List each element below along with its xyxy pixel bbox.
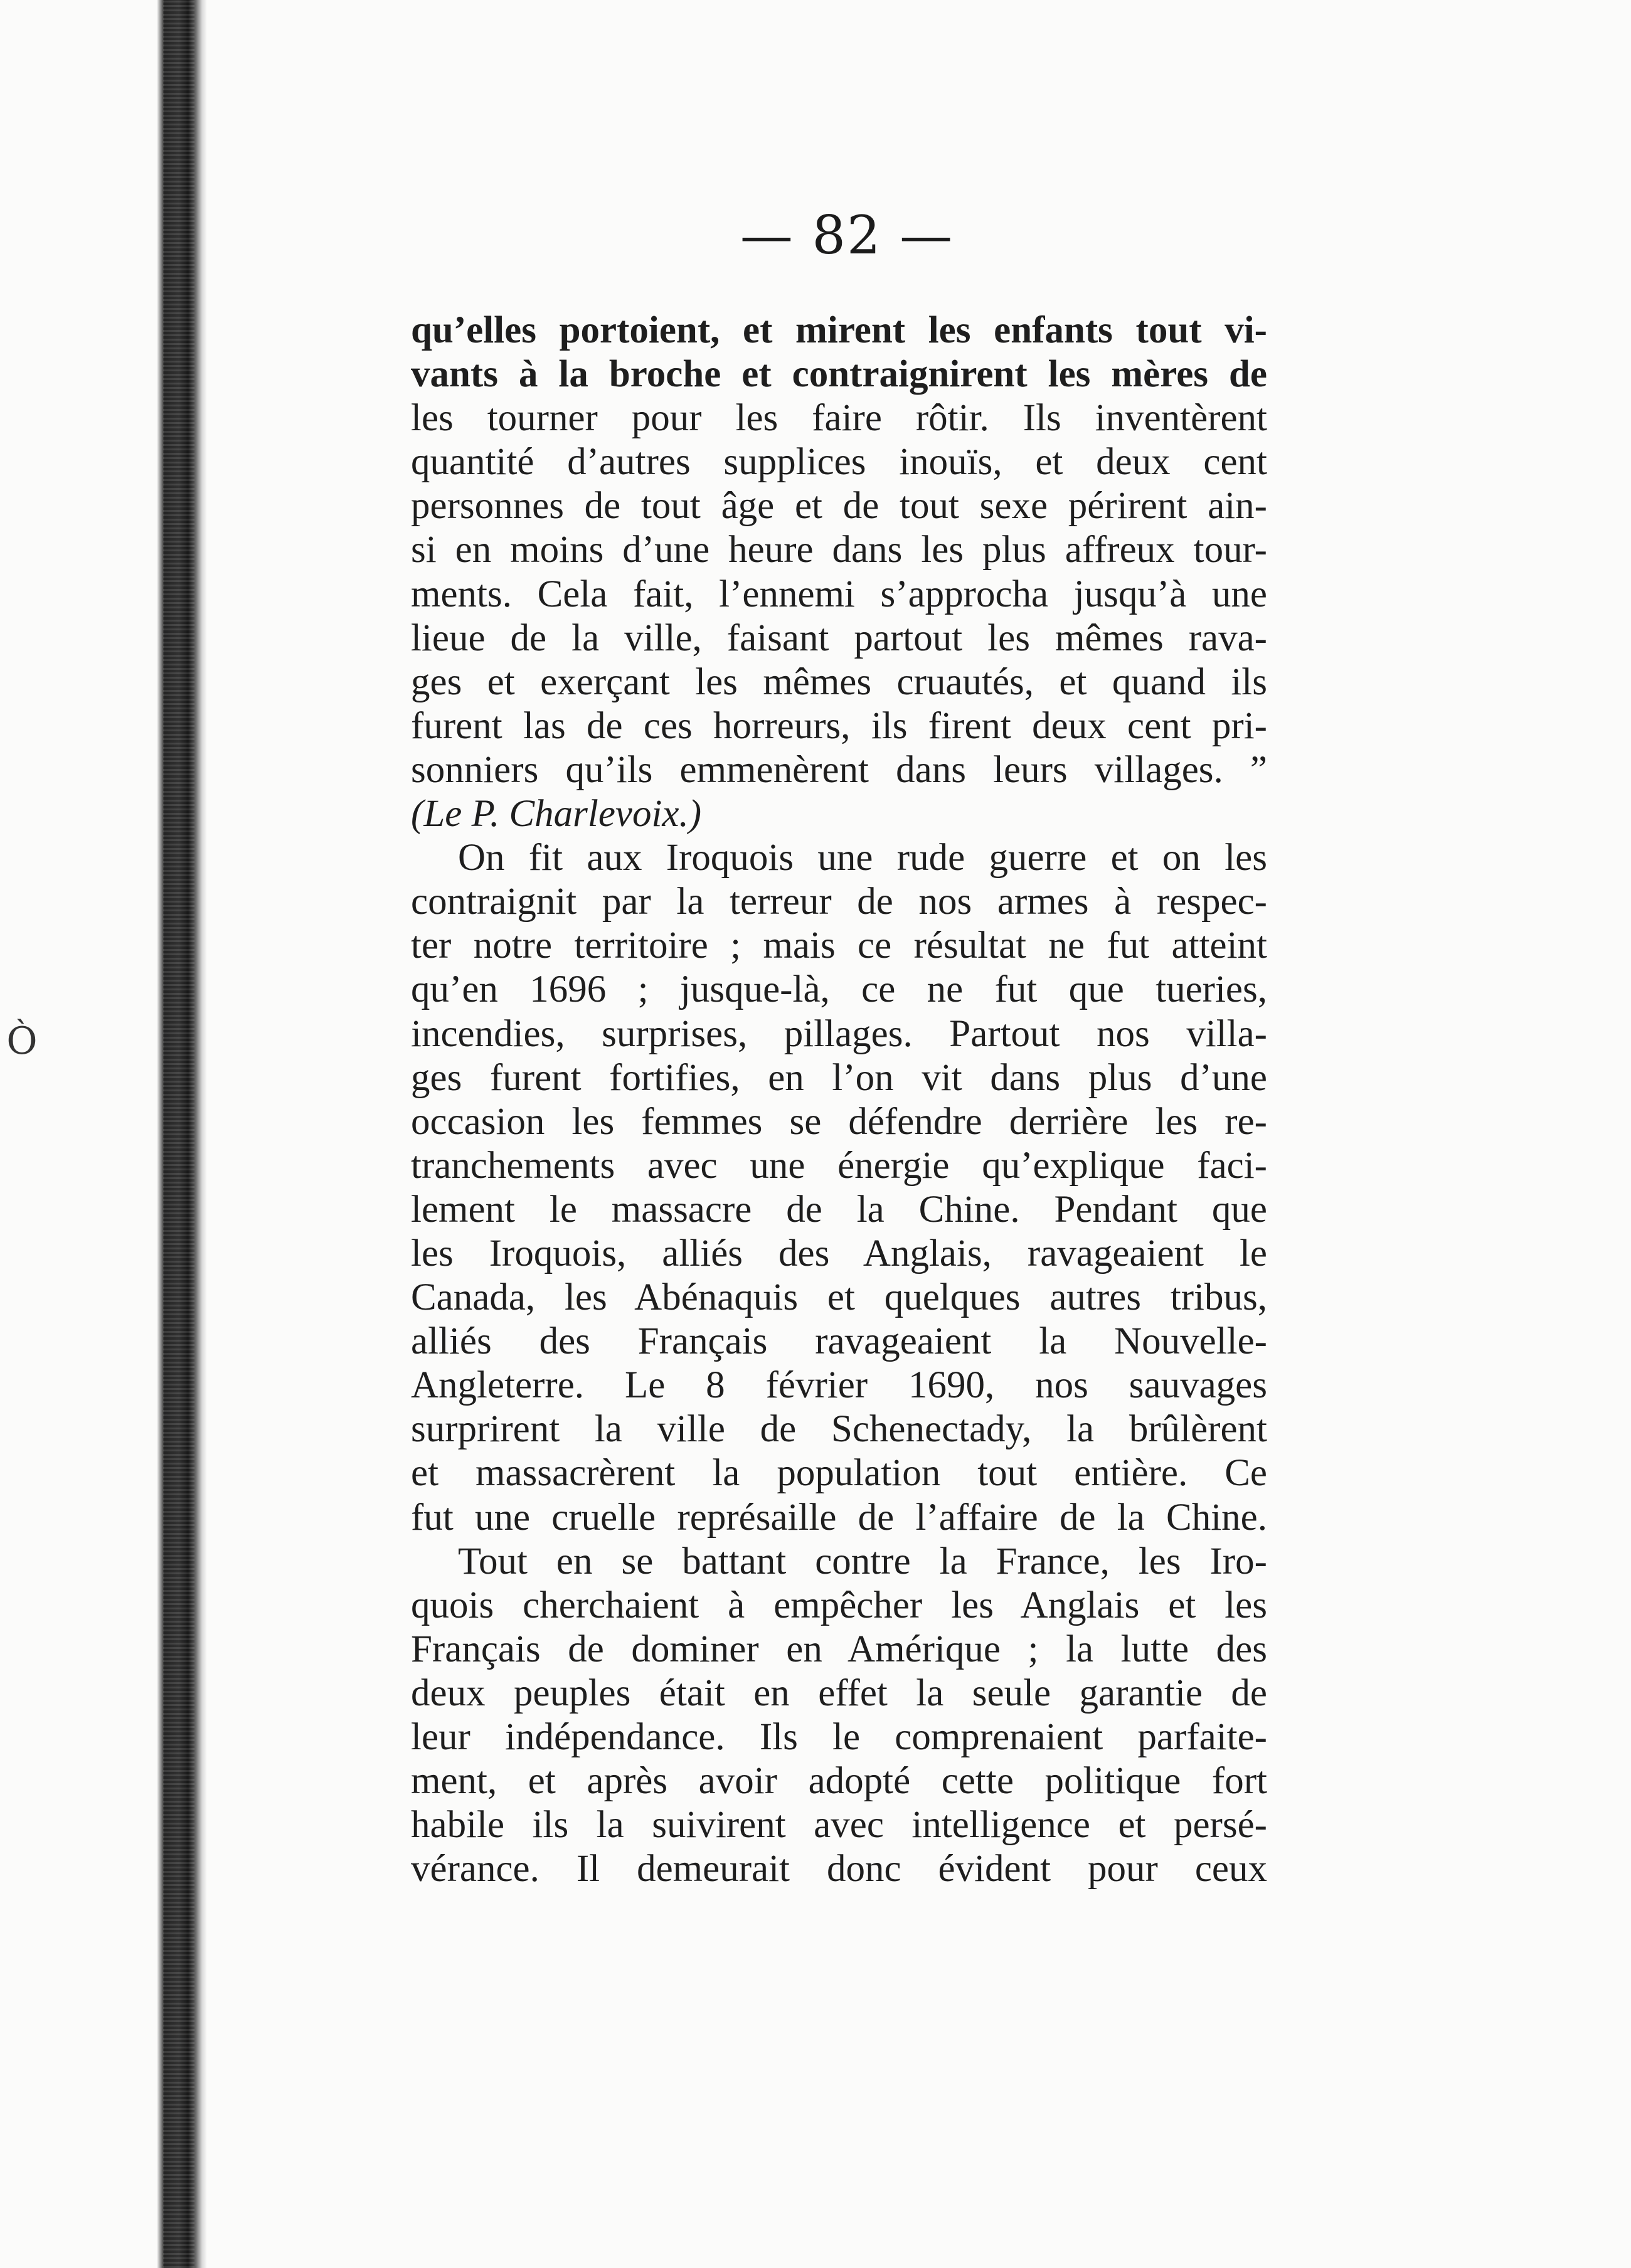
text-line: qu’en 1696 ; jusque-là, ce ne fut que tueries, [411, 968, 1267, 1011]
text-line: On fit aux Iroquois une rude guerre et on les [458, 837, 1267, 879]
text-line: les tourner pour les faire rôtir. Ils inventèrent [411, 397, 1267, 440]
text-line: vants à la broche et contraignirent les mères de [411, 353, 1267, 396]
text-line: sonniers qu’ils emmenèrent dans leurs villages. ” [411, 748, 1267, 791]
text-line: leur indépendance. Ils le comprenaient parfaite- [411, 1716, 1267, 1758]
text-line: vérance. Il demeurait donc évident pour ceux [411, 1848, 1267, 1890]
text-line: ges furent fortifies, en l’on vit dans plus d’une [411, 1056, 1267, 1099]
text-line: Canada, les Abénaquis et quelques autres tribus, [411, 1276, 1267, 1319]
text-line: les Iroquois, alliés des Anglais, ravageaient le [411, 1232, 1267, 1274]
text-line: fut une cruelle représaille de l’affaire de la Chine. [411, 1496, 1267, 1539]
text-line: alliés des Français ravageaient la Nouvelle- [411, 1320, 1267, 1363]
text-line: incendies, surprises, pillages. Partout nos villa- [411, 1012, 1267, 1055]
text-line: occasion les femmes se défendre derrière les re- [411, 1100, 1267, 1143]
text-line: contraignit par la terreur de nos armes à respec- [411, 881, 1267, 923]
text-line: tranchements avec une énergie qu’explique faci- [411, 1144, 1267, 1187]
book-binding-edge [0, 0, 207, 2268]
text-line: et massacrèrent la population tout entière. Ce [411, 1452, 1267, 1495]
text-line: deux peuples était en effet la seule garantie de [411, 1672, 1267, 1714]
text-line: ter notre territoire ; mais ce résultat ne fut atteint [411, 925, 1267, 967]
text-line: Français de dominer en Amérique ; la lutte des [411, 1628, 1267, 1670]
text-line: ments. Cela fait, l’ennemi s’approcha jusqu’à une [411, 573, 1267, 615]
text-line: furent las de ces horreurs, ils firent deux cent pri- [411, 704, 1267, 747]
text-line: ges et exerçant les mêmes cruautés, et quand ils [411, 660, 1267, 703]
text-line: si en moins d’une heure dans les plus affreux tour- [411, 529, 1267, 571]
text-line: habile ils la suivirent avec intelligence et persé- [411, 1804, 1267, 1847]
page-number: — 82 — [740, 204, 954, 266]
citation: (Le P. Charlevoix.) [411, 793, 702, 835]
text-line: lieue de la ville, faisant partout les mêmes rava- [411, 617, 1267, 659]
text-line: surprirent la ville de Schenectady, la brûlèrent [411, 1408, 1267, 1451]
body-text [411, 309, 1267, 1990]
margin-mark: Ò [6, 1019, 38, 1063]
text-line: lement le massacre de la Chine. Pendant que [411, 1188, 1267, 1231]
text-line: quantité d’autres supplices inouïs, et deux cent [411, 441, 1267, 484]
text-line: personnes de tout âge et de tout sexe périrent ain- [411, 485, 1267, 527]
text-line: qu’elles portoient, et mirent les enfants tout vi- [411, 309, 1267, 351]
text-line: Angleterre. Le 8 février 1690, nos sauvages [411, 1364, 1267, 1407]
text-line: ment, et après avoir adopté cette politique fort [411, 1760, 1267, 1803]
text-line: Tout en se battant contre la France, les Iro- [458, 1540, 1267, 1582]
text-line: quois cherchaient à empêcher les Anglais et les [411, 1584, 1267, 1626]
